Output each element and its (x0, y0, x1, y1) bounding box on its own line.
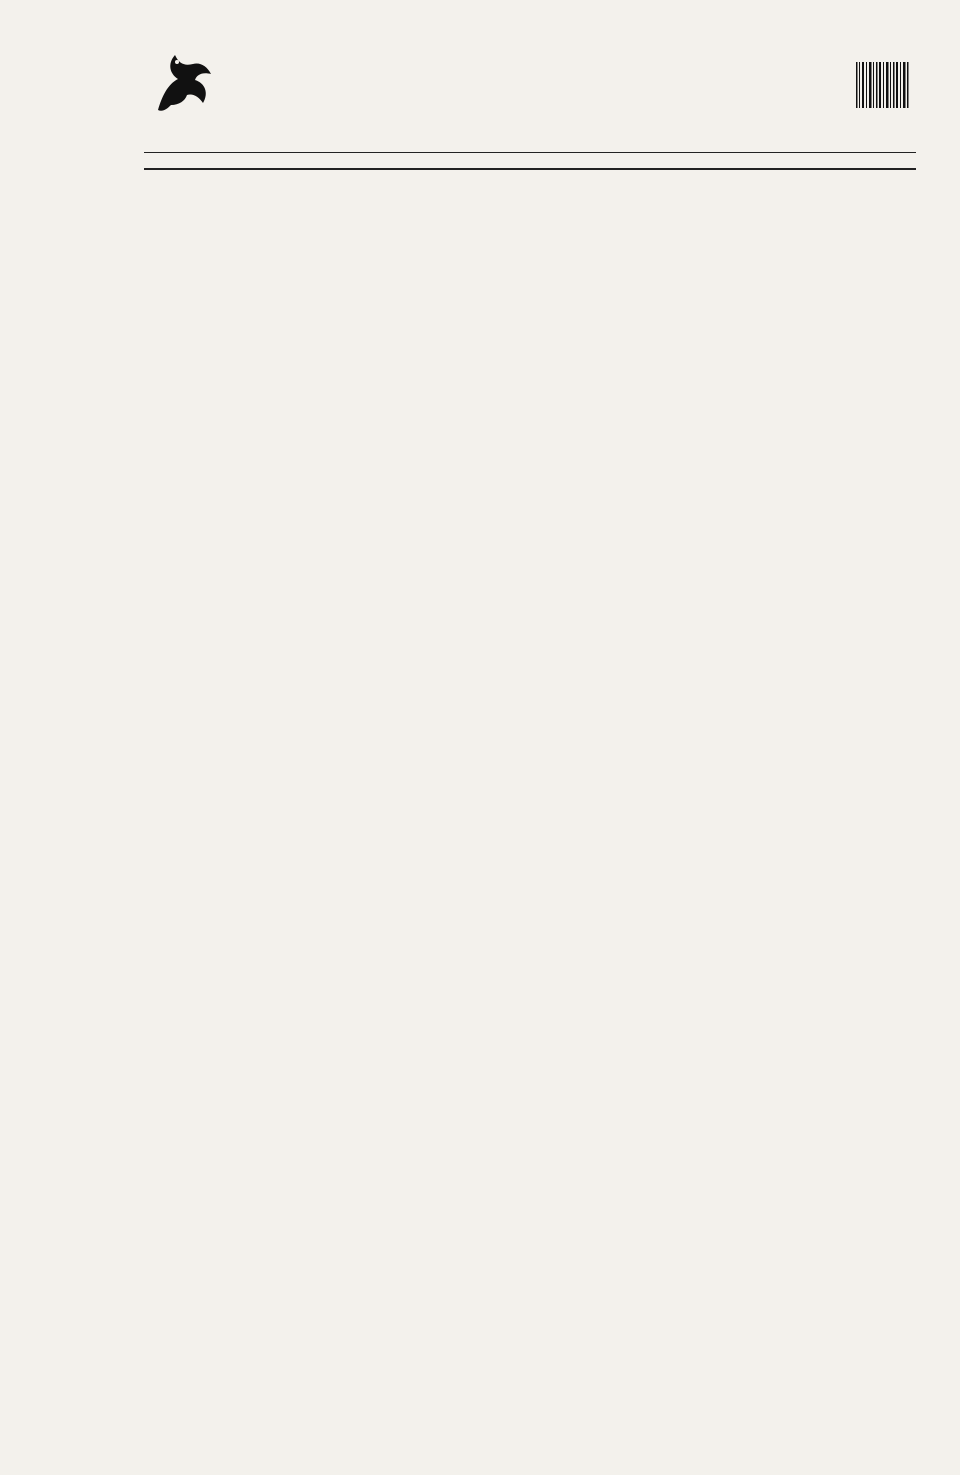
barcode-icon (856, 62, 910, 108)
left-column-rule (190, 176, 191, 1431)
griffin-logo-icon (150, 52, 214, 114)
